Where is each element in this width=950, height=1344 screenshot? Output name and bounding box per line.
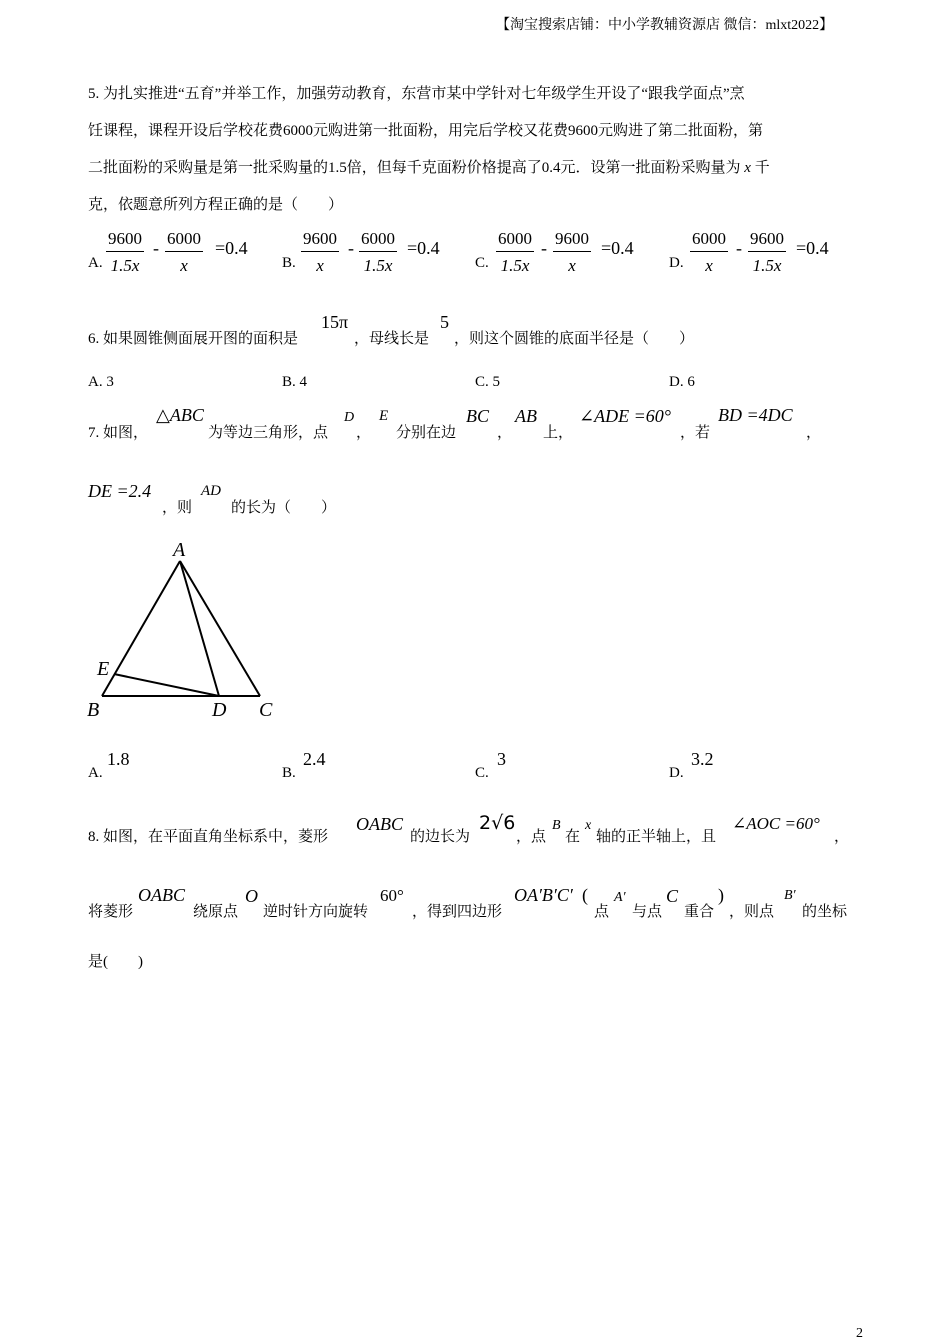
q8-text-14: 的坐标 bbox=[802, 904, 848, 920]
q7-option-b-value: 2.4 bbox=[303, 749, 326, 769]
q8-quadrilateral: OA′B′C′ bbox=[514, 885, 573, 905]
q5-c-frac-2 bbox=[553, 230, 591, 274]
q7-angle: ∠ADE =60° bbox=[579, 406, 671, 426]
q5-a-frac-2 bbox=[165, 230, 203, 274]
q7-option-d-value: 3.2 bbox=[691, 749, 714, 769]
label-a: A bbox=[173, 539, 186, 561]
segment-ac bbox=[180, 561, 260, 696]
q6-option-a[interactable]: A. 3 bbox=[88, 374, 114, 390]
q8-text-12: 重合 bbox=[684, 904, 715, 920]
q8-point-b1: B′ bbox=[784, 888, 796, 903]
q8-text-9: ，得到四边形 bbox=[412, 904, 503, 920]
q5-d-num-2: 9600 bbox=[748, 230, 786, 252]
q8-text-11: 与点 bbox=[632, 904, 663, 920]
q6-text-2: ，母线长是 bbox=[354, 331, 430, 347]
q8-comma: ， bbox=[834, 829, 850, 845]
q7-text-7: 的长为（ ） bbox=[231, 500, 337, 516]
q6-option-d[interactable]: D. 6 bbox=[669, 374, 695, 390]
q7-text-4: 上， bbox=[543, 425, 574, 441]
q7-comma-3: ， bbox=[806, 425, 822, 441]
q5-d-frac-1 bbox=[690, 230, 728, 274]
q7-ad: AD bbox=[201, 483, 221, 499]
q8-oabc-2: OABC bbox=[138, 885, 185, 905]
q8-text-15: 是( ) bbox=[88, 954, 143, 970]
label-c: C bbox=[259, 699, 273, 721]
q7-option-c-label: C. bbox=[475, 765, 489, 781]
q7-triangle: △ABC bbox=[156, 405, 204, 425]
q5-b-frac-1 bbox=[301, 230, 339, 274]
q5-c-rhs: =0.4 bbox=[601, 238, 634, 258]
q7-text-6: ，则 bbox=[162, 500, 193, 516]
q5-a-den-2: x bbox=[180, 256, 188, 275]
q6-text-1: 6. 如果圆锥侧面展开图的面积是 bbox=[88, 331, 299, 347]
q8-text-8: 逆时针方向旋转 bbox=[263, 904, 369, 920]
q8-text-2: 的边长为 bbox=[410, 829, 471, 845]
q5-line-2: 饪课程，课程开设后学校花费6000元购进第一批面粉，用完后学校又花费9600元购进了第二批面粉，第 bbox=[88, 123, 764, 139]
q5-a-rhs: =0.4 bbox=[215, 238, 248, 258]
q5-b-num-2: 6000 bbox=[359, 230, 397, 252]
q8-text-7: 绕原点 bbox=[193, 904, 239, 920]
q7-ab: AB bbox=[515, 406, 537, 426]
page-number: 2 bbox=[856, 1326, 863, 1341]
q5-option-b-label: B. bbox=[282, 255, 296, 271]
q5-d-rhs: =0.4 bbox=[796, 238, 829, 258]
q5-line-4: 克，依题意所列方程正确的是（ ） bbox=[88, 197, 344, 213]
segment-ab bbox=[102, 561, 180, 696]
q8-text-6: 将菱形 bbox=[88, 904, 134, 920]
q7-point-e: E bbox=[379, 408, 389, 424]
q5-option-d-label: D. bbox=[669, 255, 684, 271]
q5-b-frac-2 bbox=[359, 230, 397, 274]
q7-option-d-label: D. bbox=[669, 765, 684, 781]
q6-length: 5 bbox=[440, 312, 449, 332]
q5-line-1: 5. 为扎实推进“五育”并举工作，加强劳动教育，东营市某中学针对七年级学生开设了“跟我学面点”烹 bbox=[88, 86, 745, 102]
q7-option-a-value: 1.8 bbox=[107, 749, 130, 769]
q8-oabc: OABC bbox=[356, 814, 403, 834]
q5-b-minus: - bbox=[348, 238, 354, 258]
q7-option-b-label: B. bbox=[282, 765, 296, 781]
q8-text-4: 在 bbox=[565, 829, 581, 845]
q7-text-3: 分别在边 bbox=[396, 425, 457, 441]
label-e: E bbox=[97, 658, 110, 680]
q7-de: DE =2.4 bbox=[88, 481, 152, 501]
q8-point-b: B bbox=[552, 818, 561, 833]
q5-c-num-1: 6000 bbox=[496, 230, 534, 252]
q8-paren-close: ) bbox=[718, 885, 724, 905]
q5-option-a-label: A. bbox=[88, 255, 103, 271]
q8-x-axis: x bbox=[585, 818, 592, 833]
q8-text-5: 轴的正半轴上，且 bbox=[596, 829, 717, 845]
q5-d-den-2: 1.5x bbox=[752, 256, 782, 275]
q8-text-1: 8. 如图，在平面直角坐标系中，菱形 bbox=[88, 829, 329, 845]
q5-line-3-var: x bbox=[744, 160, 751, 176]
q7-text-2: 为等边三角形，点 bbox=[208, 425, 329, 441]
q7-option-c-value: 3 bbox=[497, 749, 506, 769]
q5-b-den-1: x bbox=[316, 256, 324, 275]
q6-area: 15π bbox=[321, 312, 349, 332]
q7-comma-1: ， bbox=[356, 425, 372, 441]
q8-text-3: ，点 bbox=[516, 829, 547, 845]
q5-line-3 bbox=[88, 156, 770, 177]
q7-text-5: ，若 bbox=[680, 425, 711, 441]
q6-option-c[interactable]: C. 5 bbox=[475, 374, 501, 390]
q7-bc: BC bbox=[466, 406, 490, 426]
q7-text-1: 7. 如图， bbox=[88, 425, 149, 441]
segment-ed bbox=[114, 674, 219, 696]
q8-point-a1: A′ bbox=[614, 890, 626, 905]
q5-line-3-end: 千 bbox=[754, 160, 770, 176]
q8-origin: O bbox=[245, 886, 258, 906]
q5-a-frac-1 bbox=[106, 230, 144, 274]
q5-d-den-1: x bbox=[705, 256, 713, 275]
q7-triangle-figure bbox=[80, 535, 290, 725]
q5-b-rhs: =0.4 bbox=[407, 238, 440, 258]
label-d: D bbox=[212, 699, 227, 721]
q5-a-minus: - bbox=[153, 238, 159, 258]
q6-text-3: ，则这个圆锥的底面半径是（ ） bbox=[454, 331, 695, 347]
q8-angle: ∠AOC =60° bbox=[732, 814, 820, 833]
q5-d-minus: - bbox=[736, 238, 742, 258]
q8-text-13: ，则点 bbox=[729, 904, 775, 920]
header-note: 【淘宝搜索店铺：中小学教辅资源店 微信：mlxt2022】 bbox=[496, 18, 834, 33]
q7-comma-2: ， bbox=[497, 425, 513, 441]
q5-d-num-1: 6000 bbox=[690, 230, 728, 252]
q5-d-frac-2 bbox=[748, 230, 786, 274]
segment-ad bbox=[180, 561, 219, 696]
q5-a-num-1: 9600 bbox=[106, 230, 144, 252]
q5-b-den-2: 1.5x bbox=[363, 256, 393, 275]
q5-c-den-1: 1.5x bbox=[500, 256, 530, 275]
q8-point-c: C bbox=[666, 886, 679, 906]
q5-c-den-2: x bbox=[568, 256, 576, 275]
q8-rotation: 60° bbox=[380, 886, 404, 905]
q6-option-b[interactable]: B. 4 bbox=[282, 374, 308, 390]
q5-c-num-2: 9600 bbox=[553, 230, 591, 252]
q5-b-num-1: 9600 bbox=[301, 230, 339, 252]
q7-option-a-label: A. bbox=[88, 765, 103, 781]
q5-a-num-2: 6000 bbox=[165, 230, 203, 252]
q5-line-3-text: 二批面粉的采购量是第一批采购量的1.5倍，但每千克面粉价格提高了0.4元．设第一批面粉采购量为 bbox=[88, 160, 741, 176]
q7-point-d: D bbox=[344, 410, 355, 425]
q5-option-c-label: C. bbox=[475, 255, 489, 271]
q5-c-frac-1 bbox=[496, 230, 534, 274]
q5-a-den-1: 1.5x bbox=[110, 256, 140, 275]
q8-side-length: 2√6 bbox=[479, 812, 516, 834]
q8-paren-open: ( bbox=[582, 885, 588, 905]
q5-c-minus: - bbox=[541, 238, 547, 258]
label-b: B bbox=[87, 699, 100, 721]
q8-text-10: 点 bbox=[594, 904, 610, 920]
q7-condition: BD =4DC bbox=[718, 405, 793, 425]
